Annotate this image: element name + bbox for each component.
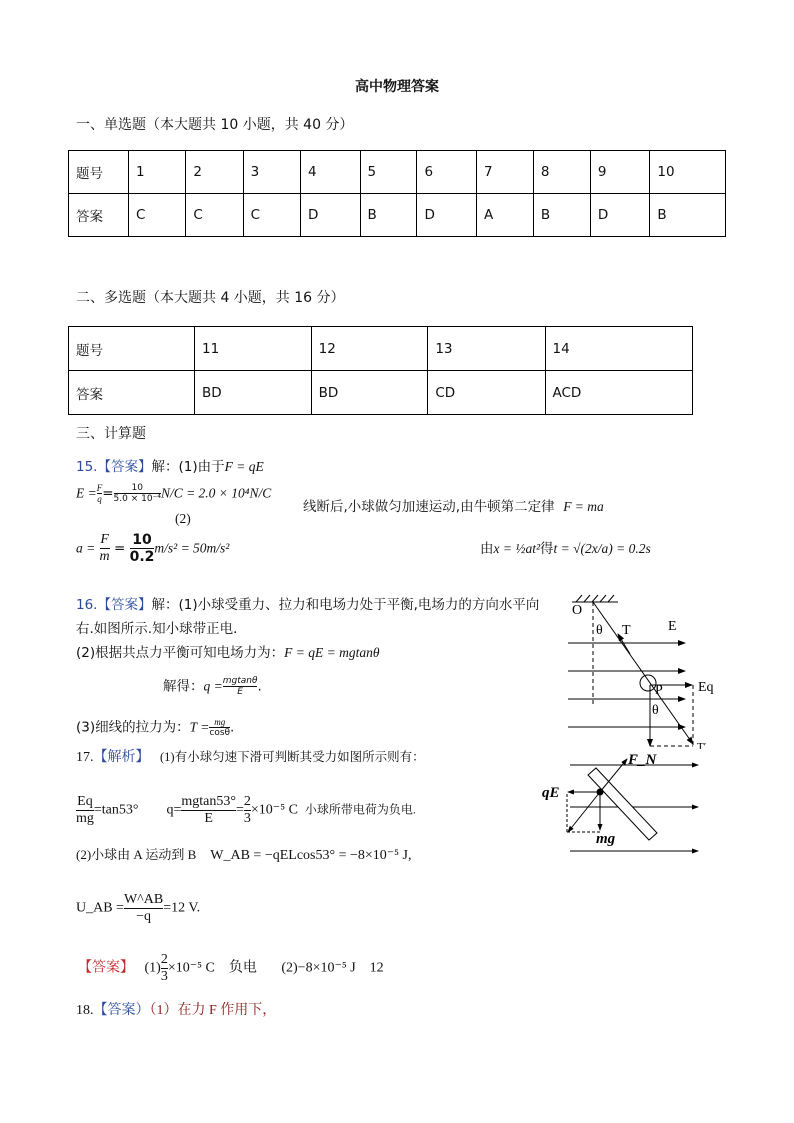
table-cell: A bbox=[477, 194, 534, 237]
label-mg: mg bbox=[596, 831, 616, 847]
table-cell: 8 bbox=[533, 151, 590, 194]
table-cell: 5 bbox=[360, 151, 417, 194]
fraction: $\frac{10}{0.2}$ bbox=[129, 532, 155, 565]
table-cell: BD bbox=[195, 371, 312, 415]
label-o: O bbox=[572, 603, 583, 618]
formula: F = qE bbox=[224, 459, 264, 474]
q15-line2 bbox=[76, 483, 271, 504]
fraction: $\frac{F}{m}$ bbox=[99, 532, 110, 564]
label-p: P bbox=[655, 683, 663, 698]
text: 线断后,小球做匀加速运动,由牛顿第二定律 bbox=[303, 499, 555, 515]
incline-rod-diagram bbox=[540, 752, 705, 857]
q16-line4: 解得：q = $\frac{mgtan\theta}{E}$ . bbox=[163, 676, 262, 697]
table-cell: C bbox=[129, 194, 186, 237]
q17-answer: 【答案】 (1) $\frac{2}{3}$ ×10⁻⁵ C 负电 (2)−8×10⁻⁵ J 12 bbox=[78, 952, 384, 984]
part-label: (2) bbox=[175, 511, 191, 526]
fraction: $\frac{F}{q}$ bbox=[96, 483, 103, 504]
label-theta: θ bbox=[596, 623, 603, 638]
q17-line1: 17.【解析】 (1)有小球匀速下滑可判断其受力如图所示则有： bbox=[76, 750, 425, 765]
multi-choice-table bbox=[68, 326, 693, 415]
table-cell: 4 bbox=[300, 151, 360, 194]
q16-line2: 右.如图所示.知小球带正电． bbox=[76, 621, 247, 637]
formula: F = ma bbox=[563, 499, 604, 514]
q-number: 15. bbox=[76, 459, 98, 475]
formula: = bbox=[102, 485, 114, 502]
q18-line1: 18.【答案）（1）在力 F 作用下， bbox=[76, 1003, 277, 1018]
q17-line4: U_AB = $\frac{W\^{}AB}{-q}$ =12 V. bbox=[76, 892, 201, 924]
table-cell: BD bbox=[311, 371, 428, 415]
label-theta: θ bbox=[652, 703, 659, 718]
table-cell: C bbox=[243, 194, 300, 237]
table-cell: 10 bbox=[650, 151, 726, 194]
q16-line1: 16.【答案】解：(1)小球受重力、拉力和电场力处于平衡,电场力的方向水平向 bbox=[76, 597, 540, 613]
q16-line3: (2)根据共点力平衡可知电场力为：F = qE = mgtanθ bbox=[76, 645, 380, 661]
q15-line3: a = $\frac{F}{m}$ = $\frac{10}{0.2}$ m/s² = 50m/s² bbox=[76, 532, 230, 565]
table-cell: C bbox=[186, 194, 243, 237]
label-fn: F_N bbox=[628, 752, 657, 768]
single-choice-table bbox=[68, 150, 726, 237]
label-t-prime: T′ bbox=[697, 741, 707, 749]
table-cell: D bbox=[590, 194, 650, 237]
pendulum-diagram bbox=[560, 594, 730, 749]
fraction: $\frac{10}{\text{5.0 × 10⁻⁴}}$ bbox=[113, 483, 161, 504]
section1-heading: 一、单选题（本大题共 10 小题，共 40 分） bbox=[76, 117, 354, 133]
label-t: T bbox=[622, 623, 631, 638]
table-cell: 1 bbox=[129, 151, 186, 194]
text: 解：(1)由于 bbox=[151, 459, 225, 475]
answer-tag: 【答案】 bbox=[97, 459, 152, 475]
table-cell: CD bbox=[428, 371, 545, 415]
label-qe: qE bbox=[542, 785, 560, 801]
table-cell: 13 bbox=[428, 327, 545, 371]
label-e: E bbox=[668, 619, 677, 634]
formula: E = bbox=[76, 485, 97, 501]
q16-line5: (3)细线的拉力为：T = $\frac{mg}{\cos\theta}$ . bbox=[76, 717, 235, 738]
table-cell: D bbox=[417, 194, 477, 237]
table-cell: 11 bbox=[195, 327, 312, 371]
table-cell: B bbox=[533, 194, 590, 237]
q17-line3: (2)小球由 A 运动到 B W_AB = −qELcos53° = −8×10⁻⁵ J, bbox=[76, 847, 412, 863]
row-label: 题号 bbox=[69, 151, 129, 194]
row-label: 答案 bbox=[69, 371, 195, 415]
table-cell: B bbox=[650, 194, 726, 237]
section3-heading: 三、计算题 bbox=[76, 426, 146, 442]
table-cell: B bbox=[360, 194, 417, 237]
table-cell: D bbox=[300, 194, 360, 237]
q15-newton bbox=[303, 498, 604, 516]
formula: m/s² = 50m/s² bbox=[154, 540, 230, 556]
section2-heading: 二、多选题（本大题共 4 小题，共 16 分） bbox=[76, 290, 345, 306]
table-cell: 2 bbox=[186, 151, 243, 194]
table-cell: 3 bbox=[243, 151, 300, 194]
q15-time: 由x = ½at²得t = √(2x/a) = 0.2s bbox=[480, 541, 651, 557]
table-cell: 7 bbox=[477, 151, 534, 194]
row-label: 题号 bbox=[69, 327, 195, 371]
page-title: 高中物理答案 bbox=[355, 79, 439, 95]
row-label: 答案 bbox=[69, 194, 129, 237]
table-cell: 12 bbox=[311, 327, 428, 371]
formula: a = bbox=[76, 540, 96, 556]
q15-line1 bbox=[76, 458, 264, 476]
formula: N/C = 2.0 × 10⁴N/C bbox=[160, 485, 272, 501]
table-cell: 9 bbox=[590, 151, 650, 194]
q17-line2: $\frac{Eq}{mg}$ =tan53° q= $\frac{mgtan53^\circ}{E}$ = $\frac{2}{3}$ ×10⁻⁵ C 小球所带电荷为负电. bbox=[76, 794, 416, 826]
table-cell: ACD bbox=[545, 371, 693, 415]
table-cell: 14 bbox=[545, 327, 693, 371]
table-cell: 6 bbox=[417, 151, 477, 194]
label-eq: Eq bbox=[698, 680, 714, 695]
